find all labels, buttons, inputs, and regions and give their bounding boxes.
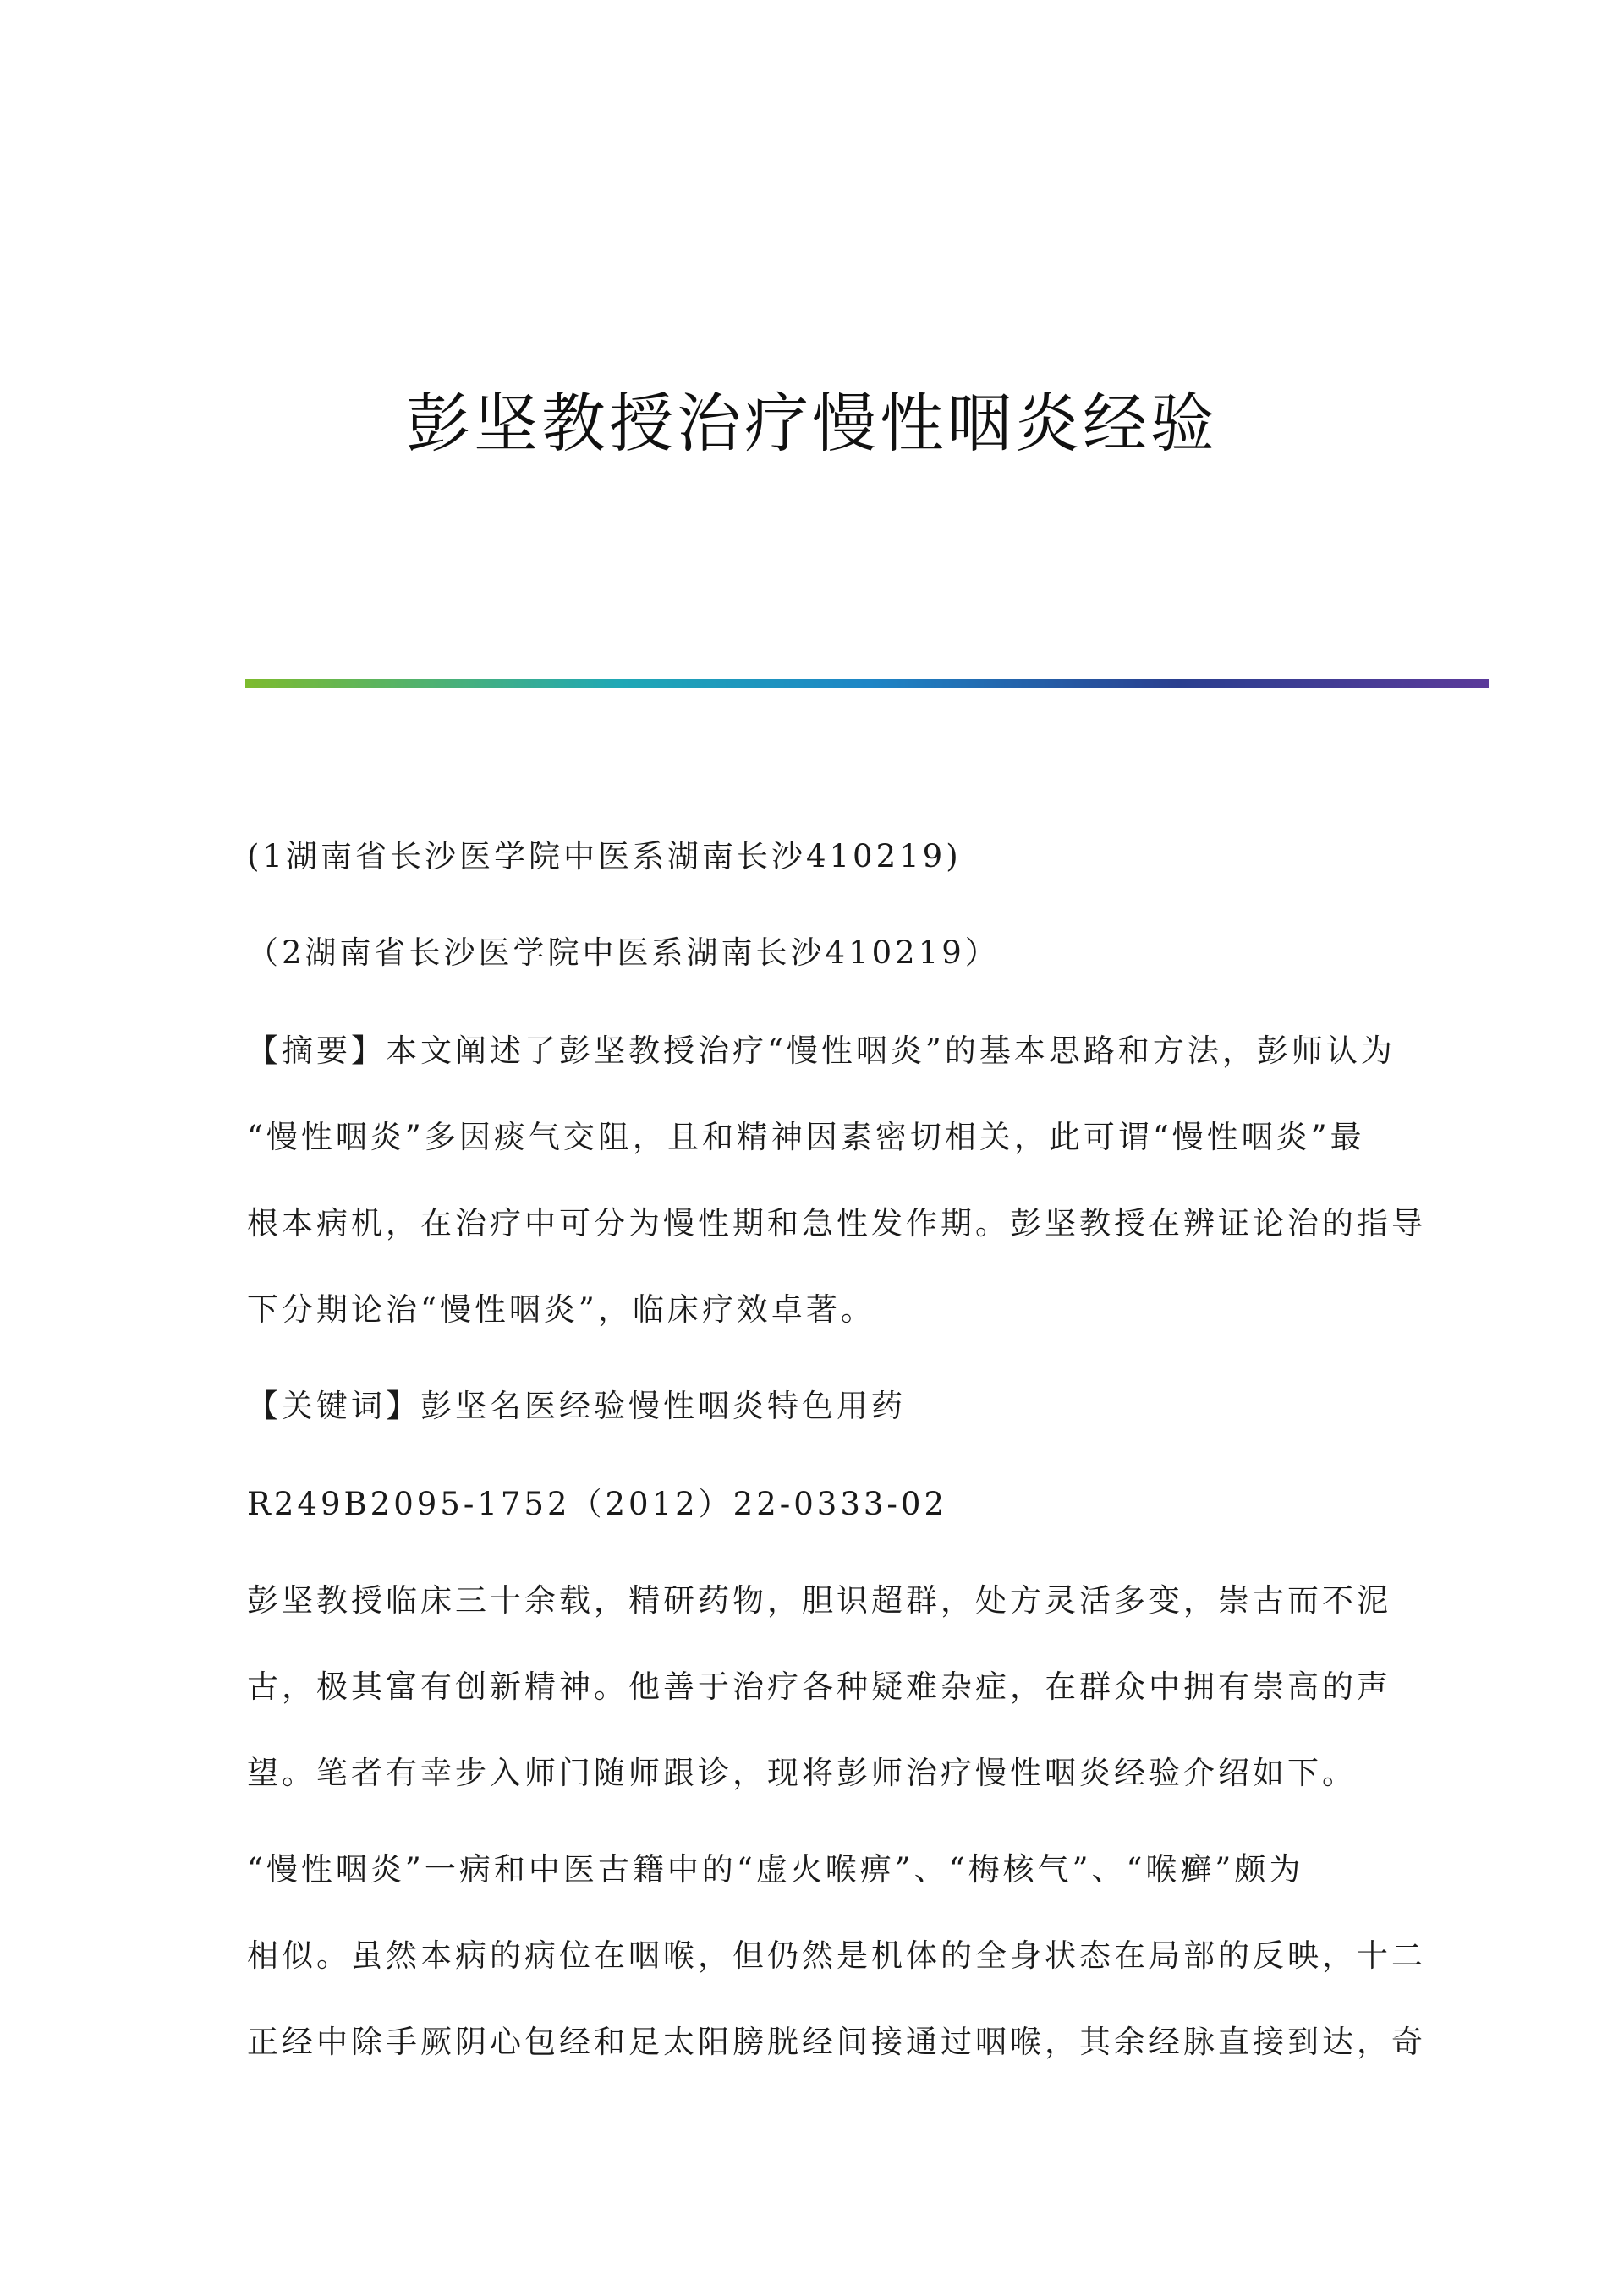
body-line-6: 正经中除手厥阴心包经和足太阳膀胱经间接通过咽喉，其余经脉直接到达，奇 — [247, 2024, 1426, 2060]
title-divider — [245, 679, 1489, 688]
body-line-2: 古，极其富有创新精神。他善于治疗各种疑难杂症，在群众中拥有崇高的声 — [247, 1669, 1391, 1705]
abstract-line-2: “慢性咽炎”多因痰气交阻，且和精神因素密切相关，此可谓“慢性咽炎”最 — [247, 1119, 1365, 1155]
page-title: 彭坚教授治疗慢性咽炎经验 — [406, 386, 1218, 461]
body-line-4: “慢性咽炎”一病和中医古籍中的“虚火喉痹”、“梅核气”、“喉癣”颇为 — [247, 1851, 1304, 1888]
body-line-3: 望。笔者有幸步入师门随师跟诊，现将彭师治疗慢性咽炎经验介绍如下。 — [247, 1755, 1357, 1791]
abstract-line-4: 下分期论治“慢性咽炎”，临床疗效卓著。 — [247, 1291, 875, 1328]
body-line-1: 彭坚教授临床三十余载，精研药物，胆识超群，处方灵活多变，崇古而不泥 — [247, 1582, 1391, 1619]
abstract-line-3: 根本病机，在治疗中可分为慢性期和急性发作期。彭坚教授在辨证论治的指导 — [247, 1205, 1426, 1241]
affiliation-line-2: （2湖南省长沙医学院中医系湖南长沙410219） — [247, 934, 1000, 971]
affiliation-line-1: (1湖南省长沙医学院中医系湖南长沙410219) — [247, 838, 962, 874]
classification-line: R249B2095-1752（2012）22-0333-02 — [247, 1486, 947, 1522]
keywords-line: 【关键词】彭坚名医经验慢性咽炎特色用药 — [247, 1388, 906, 1424]
abstract-line-1: 【摘要】本文阐述了彭坚教授治疗“慢性咽炎”的基本思路和方法，彭师认为 — [247, 1033, 1396, 1069]
body-line-5: 相似。虽然本病的病位在咽喉，但仍然是机体的全身状态在局部的反映，十二 — [247, 1937, 1426, 1974]
